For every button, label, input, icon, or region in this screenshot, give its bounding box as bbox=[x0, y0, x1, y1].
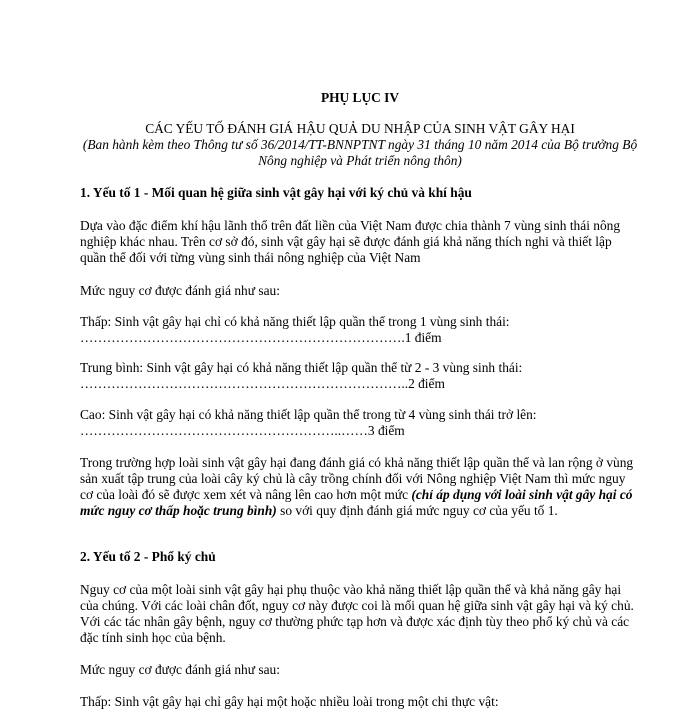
risk-level-high-score: …………………………………………………..……3 điểm bbox=[80, 423, 405, 438]
section1-note-emphasis: (chỉ áp dụng với loài sinh vật gây hại có mức nguy cơ thấp hoặc trung bình) bbox=[80, 487, 633, 518]
section1-note bbox=[80, 455, 640, 519]
risk-level-medium-score: ………………………………………………………………..2 điểm bbox=[80, 376, 445, 391]
section2-risk-label: Mức nguy cơ được đánh giá như sau: bbox=[80, 662, 280, 677]
section2-partial-line: Thấp: Sinh vật gây hại chỉ gây hại một hoặc nhiều loài trong một chi thực vật: bbox=[80, 694, 499, 709]
risk-level-medium bbox=[80, 360, 640, 392]
section1-heading: 1. Yếu tố 1 - Mối quan hệ giữa sinh vật gây hại với ký chủ và khí hậu bbox=[80, 185, 472, 200]
appendix-label: PHỤ LỤC IV bbox=[320, 90, 400, 105]
section2-heading: 2. Yếu tố 2 - Phổ ký chủ bbox=[80, 549, 216, 564]
risk-level-low-text: Thấp: Sinh vật gây hại chỉ có khả năng thiết lập quần thể trong 1 vùng sinh thái: bbox=[80, 314, 510, 329]
risk-level-low-score: ……………………………………………………………….1 điểm bbox=[80, 330, 442, 345]
section1-risk-label: Mức nguy cơ được đánh giá như sau: bbox=[80, 283, 280, 298]
section1-note-part2: so với quy định đánh giá mức nguy cơ của yếu tố 1. bbox=[276, 503, 558, 518]
document-subtitle: (Ban hành kèm theo Thông tư số 36/2014/TT-BNNPTNT ngày 31 tháng 10 năm 2014 của Bộ trưởng Bộ Nông nghiệp và Phát triển nông thôn) bbox=[82, 137, 638, 168]
section1-note-part1: Trong trường hợp loài sinh vật gây hại đang đánh giá có khả năng thiết lập quần thể và lan rộng ở vùng sản xuất tập trung của loài cây ký chủ là cây trồng chính đối với Nông nghiệp Việt Nam thì mức nguy cơ của loài đó sẽ được xem xét và nâng lên cao hơn một mức bbox=[80, 455, 634, 502]
risk-level-high-text: Cao: Sinh vật gây hại có khả năng thiết lập quần thể trong từ 4 vùng sinh thái trở lên: bbox=[80, 407, 537, 422]
risk-level-medium-text: Trung bình: Sinh vật gây hại có khả năng thiết lập quần thể từ 2 - 3 vùng sinh thái: bbox=[80, 360, 523, 375]
risk-level-low bbox=[80, 314, 640, 346]
risk-level-high bbox=[80, 407, 640, 439]
section2-intro: Nguy cơ của một loài sinh vật gây hại phụ thuộc vào khả năng thiết lập quần thể và khả năng gây hại của chúng. Với các loài chân đốt, nguy cơ này được coi là mối quan hệ giữa sinh vật gây hại và ký chủ. Với các tác nhân gây bệnh, nguy cơ thường phức tạp hơn và được xác định tùy theo phổ ký chủ và các đặc tính sinh học của bệnh. bbox=[80, 582, 634, 645]
section1-intro: Dựa vào đặc điểm khí hậu lãnh thổ trên đất liền của Việt Nam được chia thành 7 vùng sinh thái nông nghiệp khác nhau. Trên cơ sở đó, sinh vật gây hại sẽ được đánh giá khả năng thích nghi và thiết lập quần thể đối với từng vùng sinh thái nông nghiệp của Việt Nam bbox=[80, 218, 621, 265]
document-title: CÁC YẾU TỐ ĐÁNH GIÁ HẬU QUẢ DU NHẬP CỦA SINH VẬT GÂY HẠI bbox=[145, 121, 575, 136]
